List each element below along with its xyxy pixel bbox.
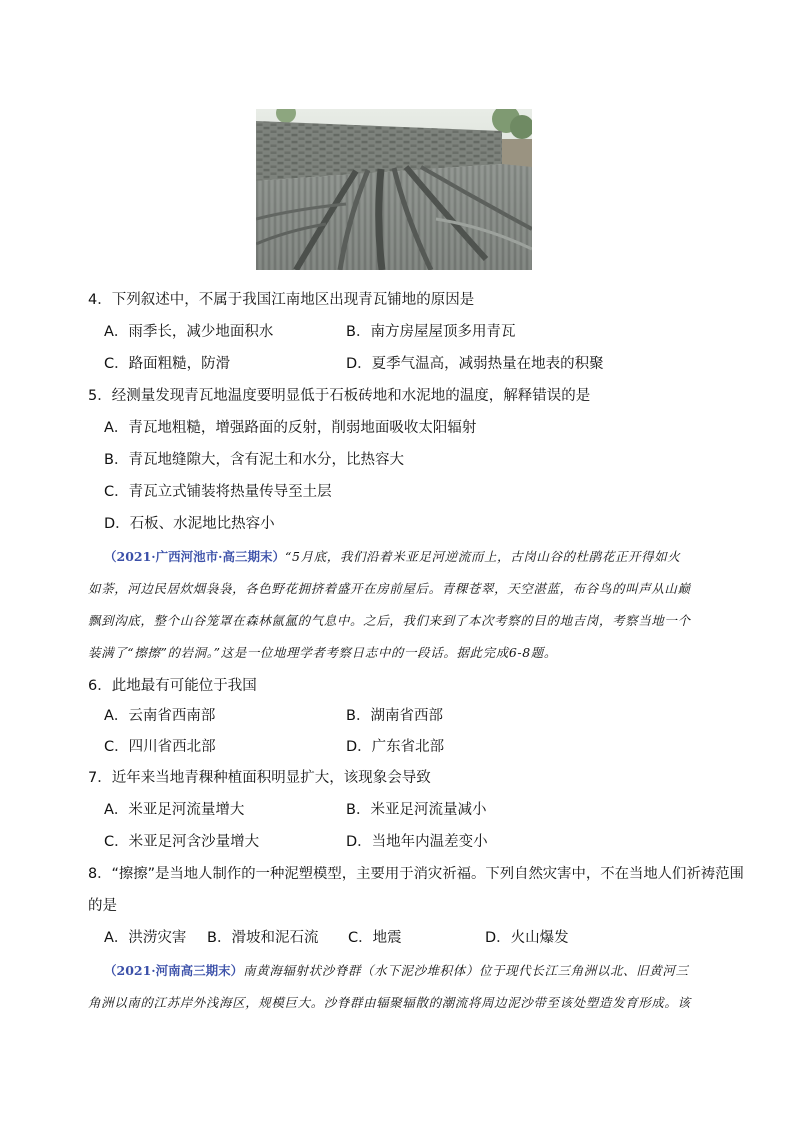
- question-5-stem: 5．经测量发现青瓦地温度要明显低于石板砖地和水泥地的温度，解释错误的是: [88, 388, 591, 404]
- question-6-option-a: A．云南省西南部: [104, 708, 216, 724]
- question-5-option-a: A．青瓦地粗糙，增强路面的反射，削弱地面吸收太阳辐射: [104, 420, 477, 436]
- question-4-option-a: A．雨季长，减少地面积水: [104, 324, 274, 340]
- question-4-option-d: D．夏季气温高，减弱热量在地表的积聚: [346, 356, 604, 372]
- question-6-option-d: D．广东省北部: [346, 739, 445, 755]
- question-8-option-a: A．洪涝灾害: [104, 930, 187, 946]
- question-5-option-c: C．青瓦立式铺装将热量传导至土层: [104, 484, 332, 500]
- passage-2-line-1: （2021·河南高三期末）南黄海辐射状沙脊群（水下泥沙堆积体）位于现代长江三角洲以北、旧黄河三: [104, 963, 689, 978]
- question-7-stem: 7．近年来当地青稞种植面积明显扩大，该现象会导致: [88, 770, 431, 786]
- question-8-stem-line-1: 8．“擦擦”是当地人制作的一种泥塑模型，主要用于消灾祈福。下列自然灾害中，不在当地人们祈祷范围: [88, 866, 744, 882]
- question-8-option-b: B．滑坡和泥石流: [207, 930, 319, 946]
- question-4-option-b: B．南方房屋屋顶多用青瓦: [346, 324, 516, 340]
- passage-1-line-3: 飘到沟底，整个山谷笼罩在森林氤氲的气息中。之后，我们来到了本次考察的目的地吉岗，考察当地一个: [88, 613, 691, 628]
- question-6-stem: 6．此地最有可能位于我国: [88, 678, 257, 694]
- question-5-option-d: D．石板、水泥地比热容小: [104, 516, 275, 532]
- question-6-option-c: C．四川省西北部: [104, 739, 216, 755]
- passage-2-line-2: 角洲以南的江苏岸外浅海区，规模巨大。沙脊群由辐聚辐散的潮流将周边泥沙带至该处塑造发育形成。该: [88, 995, 691, 1010]
- question-7-option-c: C．米亚足河含沙量增大: [104, 834, 260, 850]
- question-4-option-c: C．路面粗糙，防滑: [104, 356, 231, 372]
- question-7-option-d: D．当地年内温差变小: [346, 834, 488, 850]
- question-7-option-b: B．米亚足河流量减小: [346, 802, 487, 818]
- passage-1-line-4: 装满了“擦擦”的岩洞。”这是一位地理学者考察日志中的一段话。据此完成6-8题。: [88, 645, 557, 660]
- question-8-option-d: D．火山爆发: [485, 930, 569, 946]
- question-6-option-b: B．湖南省西部: [346, 708, 443, 724]
- question-5-option-b: B．青瓦地缝隙大，含有泥土和水分，比热容大: [104, 452, 404, 468]
- passage-1-source: （2021·广西河池市·高三期末）: [104, 549, 285, 564]
- passage-1-line-1: （2021·广西河池市·高三期末）“5月底，我们沿着米亚足河逆流而上，古岗山谷的杜鹃花正开得如火: [104, 549, 681, 564]
- passage-2-source: （2021·河南高三期末）: [104, 963, 244, 978]
- passage-1-line-2: 如荼，河边民居炊烟袅袅，各色野花拥挤着盛开在房前屋后。青稞苍翠，天空湛蓝，布谷鸟的叫声从山巅: [88, 581, 691, 596]
- question-8-option-c: C．地震: [348, 930, 402, 946]
- tile-paving-photo: [256, 109, 532, 270]
- question-8-stem-line-2: 的是: [88, 898, 117, 914]
- question-4-stem: 4．下列叙述中，不属于我国江南地区出现青瓦铺地的原因是: [88, 292, 475, 308]
- question-7-option-a: A．米亚足河流量增大: [104, 802, 245, 818]
